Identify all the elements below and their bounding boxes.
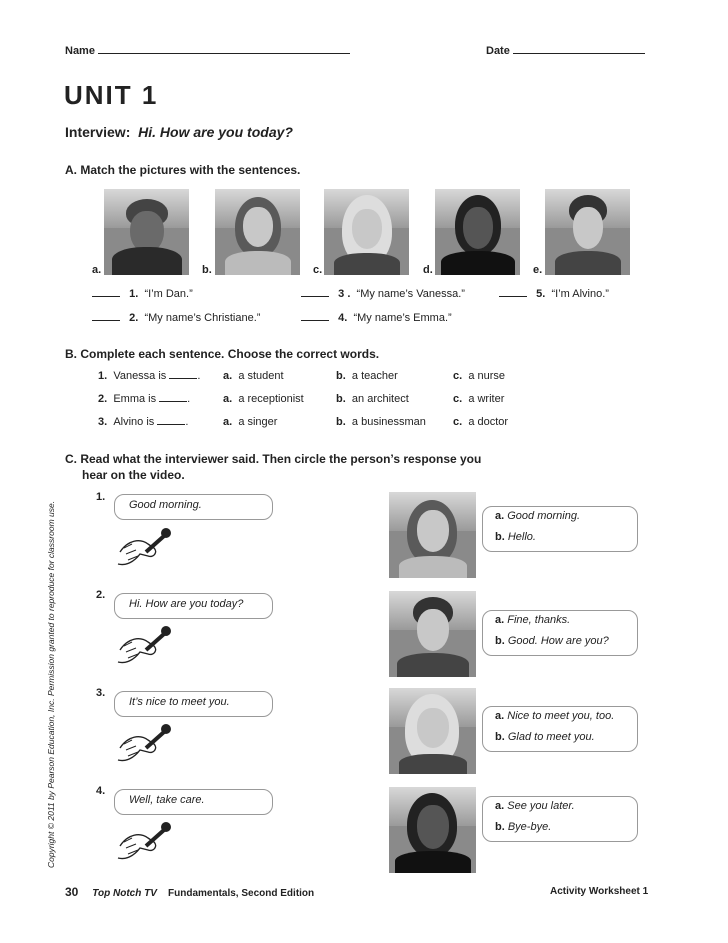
photo-b [215, 189, 300, 275]
date-label: Date [486, 45, 645, 57]
copyright-notice: Copyright © 2011 by Pearson Education, Inc. Permission granted to reproduce for classroom use. [46, 500, 56, 868]
response-4b[interactable]: b. Bye-bye. [495, 821, 552, 833]
choice-1c[interactable]: c. a nurse [453, 370, 506, 382]
microphone-hand-icon [114, 522, 174, 579]
photo-d [435, 189, 520, 275]
section-b-heading: B. Complete each sentence. Choose the correct words. [65, 347, 380, 361]
book-title: Fundamentals, Second Edition [168, 888, 315, 899]
choice-3b[interactable]: b. a businessman [336, 416, 426, 428]
choice-2b[interactable]: b. an architect [336, 393, 409, 405]
answer-blank[interactable] [157, 424, 185, 425]
name-label: Name [65, 45, 350, 57]
choice-3c[interactable]: c. a doctor [453, 416, 509, 428]
choice-2a[interactable]: a. a receptionist [223, 393, 304, 405]
section-c-heading: C. Read what the interviewer said. Then circle the person’s response you [65, 452, 482, 466]
choice-1b[interactable]: b. a teacher [336, 370, 398, 382]
photo-e [545, 189, 630, 275]
date-field[interactable] [513, 53, 645, 54]
interviewer-bubble-1: Good morning. [114, 494, 273, 520]
response-photo-3 [389, 688, 476, 774]
response-bubble-3 [482, 706, 638, 752]
answer-blank[interactable] [301, 296, 329, 297]
series-name: Top Notch TV [92, 888, 157, 899]
unit-title: UNIT 1 [64, 80, 159, 110]
answer-blank[interactable] [499, 296, 527, 297]
response-photo-2 [389, 591, 476, 677]
match-item-4: 4. “My name’s Emma.” [301, 312, 452, 324]
match-item-2: 2. “My name’s Christiane.” [92, 312, 260, 324]
section-a-heading: A. Match the pictures with the sentences. [65, 163, 301, 177]
response-2b[interactable]: b. Good. How are you? [495, 635, 609, 647]
choice-2c[interactable]: c. a writer [453, 393, 505, 405]
response-bubble-1 [482, 506, 638, 552]
choice-1a[interactable]: a. a student [223, 370, 284, 382]
response-4a[interactable]: a. See you later. [495, 800, 575, 812]
name-field[interactable] [98, 53, 350, 54]
photo-label-a: a. [92, 264, 102, 276]
complete-stem-3: 3. Alvino is . [98, 416, 189, 428]
interviewer-bubble-4: Well, take care. [114, 789, 273, 815]
match-item-1: 1. “I’m Dan.” [92, 288, 193, 300]
answer-blank[interactable] [92, 296, 120, 297]
answer-blank[interactable] [169, 378, 197, 379]
choice-3a[interactable]: a. a singer [223, 416, 278, 428]
complete-stem-1: 1. Vanessa is . [98, 370, 201, 382]
microphone-hand-icon [114, 718, 174, 775]
response-1b[interactable]: b. Hello. [495, 531, 536, 543]
interviewer-bubble-3: It’s nice to meet you. [114, 691, 273, 717]
response-photo-1 [389, 492, 476, 578]
interview-heading: Interview: Hi. How are you today? [65, 124, 293, 140]
complete-stem-2: 2. Emma is . [98, 393, 191, 405]
response-bubble-2 [482, 610, 638, 656]
interviewer-bubble-2: Hi. How are you today? [114, 593, 273, 619]
photo-label-c: c. [313, 264, 323, 276]
microphone-hand-icon [114, 816, 174, 873]
footer [65, 885, 314, 899]
photo-a [104, 189, 189, 275]
response-3a[interactable]: a. Nice to meet you, too. [495, 710, 615, 722]
response-1a[interactable]: a. Good morning. [495, 510, 581, 522]
worksheet-label: Activity Worksheet 1 [550, 886, 649, 897]
section-c-heading-line2: hear on the video. [82, 468, 185, 482]
response-2a[interactable]: a. Fine, thanks. [495, 614, 571, 626]
photo-label-d: d. [423, 264, 433, 276]
photo-label-e: e. [533, 264, 543, 276]
response-3b[interactable]: b. Glad to meet you. [495, 731, 595, 743]
answer-blank[interactable] [159, 401, 187, 402]
match-item-5: 5. “I’m Alvino.” [499, 288, 609, 300]
photo-c [324, 189, 409, 275]
photo-label-b: b. [202, 264, 212, 276]
item-number-4: 4. [96, 785, 106, 797]
page-number: 30 [65, 885, 79, 899]
response-bubble-4 [482, 796, 638, 842]
microphone-hand-icon [114, 620, 174, 677]
item-number-1: 1. [96, 491, 106, 503]
response-photo-4 [389, 787, 476, 873]
match-item-3: 3 . “My name’s Vanessa.” [301, 288, 465, 300]
answer-blank[interactable] [301, 320, 329, 321]
answer-blank[interactable] [92, 320, 120, 321]
item-number-2: 2. [96, 589, 106, 601]
item-number-3: 3. [96, 687, 106, 699]
